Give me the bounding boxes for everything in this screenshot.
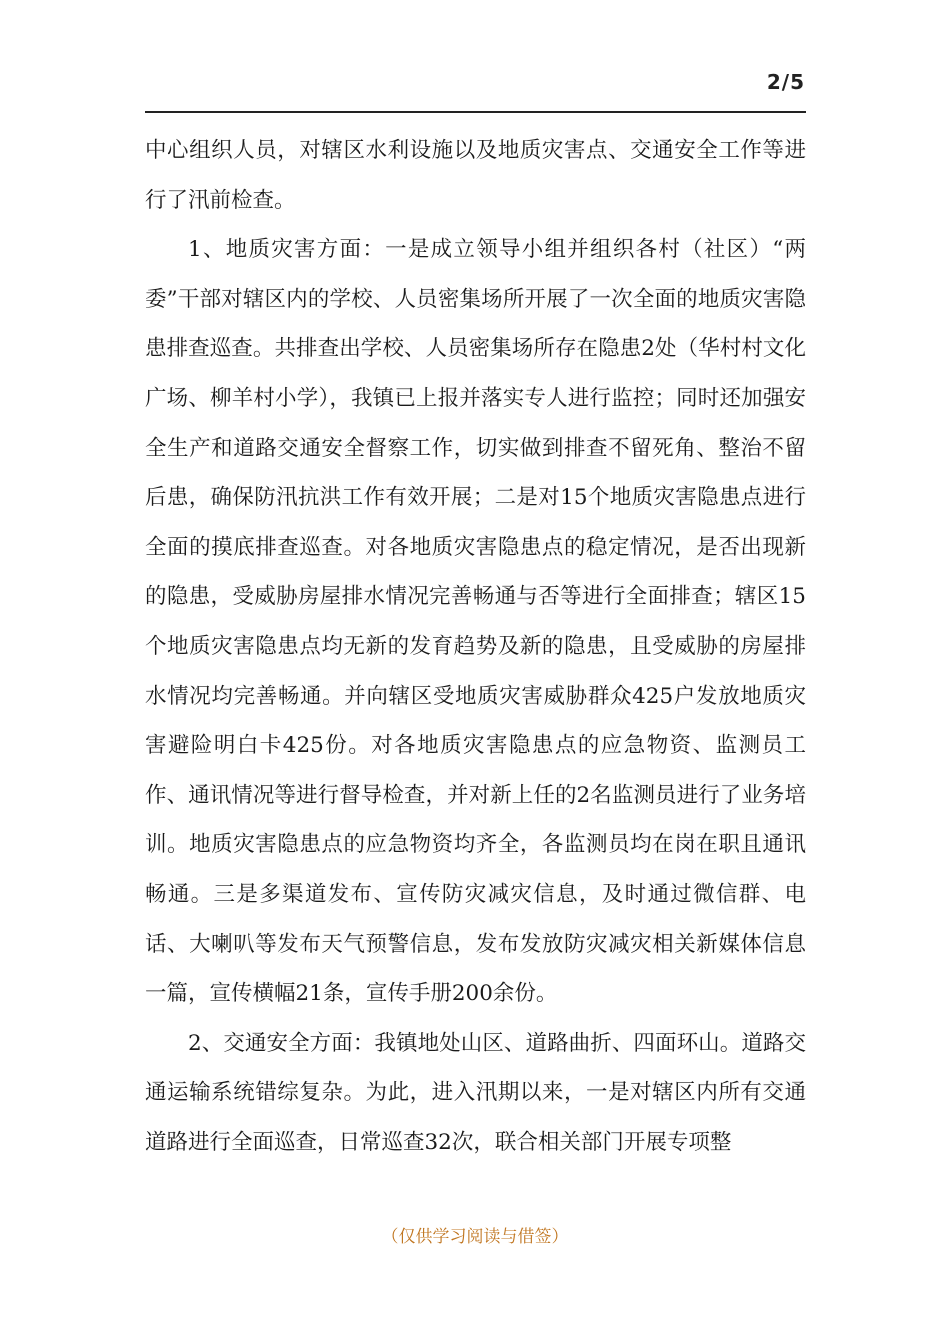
page-number: 2/5 bbox=[766, 70, 805, 94]
paragraph-traffic-safety: 2、交通安全方面：我镇地处山区、道路曲折、四面环山。道路交通运输系统错综复杂。为此，进入汛期以来，一是对辖区内所有交通道路进行全面巡查，日常巡查32次，联合相关部门开展专项整 bbox=[145, 1030, 806, 1155]
header-divider bbox=[145, 111, 806, 113]
paragraph-geological-hazards: 1、地质灾害方面：一是成立领导小组并组织各村（社区）“两委”干部对辖区内的学校、人员密集场所开展了一次全面的地质灾害隐患排查巡查。共排查出学校、人员密集场所存在隐患2处（华村村文化广场、柳羊村小学），我镇已上报并落实专人进行监控；同时还加强安全生产和道路交通安全督察工作，切实做到排查不留死角、整治不留后患，确保防汛抗洪工作有效开展；二是对15个地质灾害隐患点进行全面的摸底排查巡查。对各地质灾害隐患点的稳定情况，是否出现新的隐患，受威胁房屋排水情况完善畅通与否等进行全面排查；辖区15个地质灾害隐患点均无新的发育趋势及新的隐患，且受威胁的房屋排水情况均完善畅通。并向辖区受地质灾害威胁群众425户发放地质灾害避险明白卡425份。对各地质灾害隐患点的应急物资、监测员工作、通讯情况等进行督导检查，并对新上任的2名监测员进行了业务培训。地质灾害隐患点的应急物资均齐全，各监测员均在岗在职且通讯畅通。三是多渠道发布、宣传防灾减灾信息，及时通过微信群、电话、大喇叭等发布天气预警信息，发布发放防灾减灾相关新媒体信息一篇，宣传横幅21条，宣传手册200余份。 bbox=[145, 237, 806, 1007]
footer-note: （仅供学习阅读与借签） bbox=[381, 1227, 569, 1247]
document-body bbox=[145, 126, 806, 1167]
paragraph-continuation: 中心组织人员，对辖区水利设施以及地质灾害点、交通安全工作等进行了汛前检查。 bbox=[145, 138, 806, 213]
